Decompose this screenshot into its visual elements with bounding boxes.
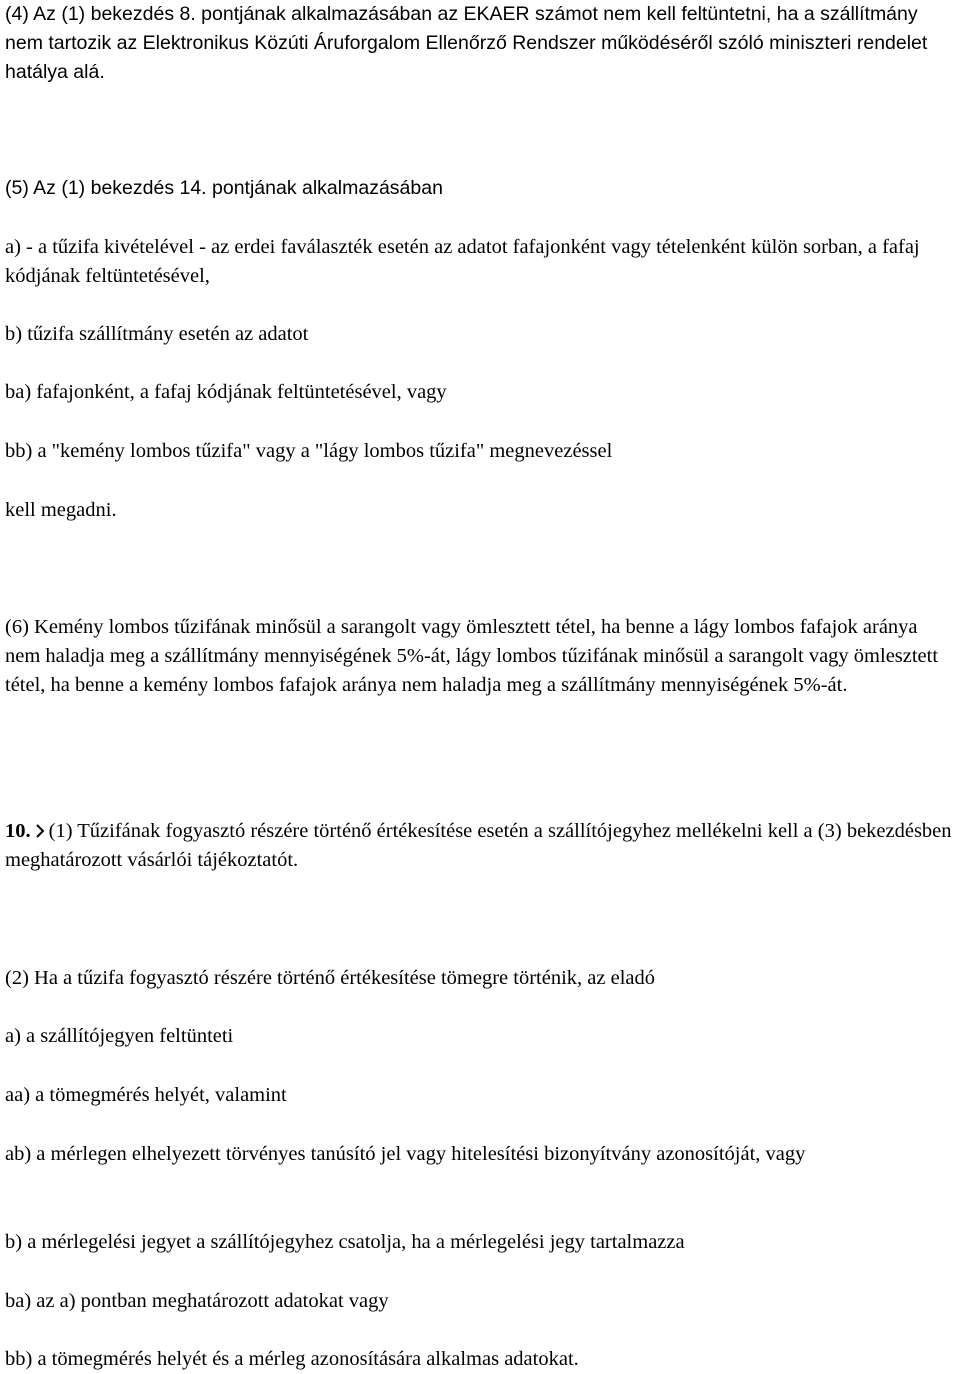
paragraph-10-1-text: (1) Tűzifának fogyasztó részére történő értékesítése esetén a szállítójegyhez mellékelni kell a (3) bekezdésben meghatározott vásárlói tájékoztatót. <box>5 820 952 871</box>
section-number: 10. <box>5 820 31 842</box>
paragraph-10-2-ba: ba) az a) pontban meghatározott adatokat vagy <box>5 1290 389 1312</box>
paragraph-8-5-ba: ba) fafajonként, a fafaj kódjának feltüntetésével, vagy <box>5 381 447 403</box>
paragraph-10-2-aa: aa) a tömegmérés helyét, valamint <box>5 1084 287 1106</box>
paragraph-10-2-bb: bb) a tömegmérés helyét és a mérleg azonosítására alkalmas adatokat. <box>5 1348 579 1370</box>
paragraph-10-2-intro: (2) Ha a tűzifa fogyasztó részére történő értékesítése tömegre történik, az eladó <box>5 967 655 989</box>
paragraph-10-2-ab: ab) a mérlegen elhelyezett törvényes tanúsító jel vagy hitelesítési bizonyítvány azonosítóját, vagy <box>5 1143 806 1165</box>
paragraph-10-2-b: b) a mérlegelési jegyet a szállítójegyhez csatolja, ha a mérlegelési jegy tartalmazza <box>5 1231 685 1253</box>
paragraph-8-4: (4) Az (1) bekezdés 8. pontjának alkalmazásában az EKAER számot nem kell feltüntetni, ha a szállítmány nem tartozik az Elektronikus Közúti Áruforgalom Ellenőrző Rendszer működéséről szóló miniszteri rendelet hatálya alá. <box>5 3 928 83</box>
paragraph-8-5-bb: bb) a "kemény lombos tűzifa" vagy a "lágy lombos tűzifa" megnevezéssel <box>5 440 613 462</box>
paragraph-8-5-b: b) tűzifa szállítmány esetén az adatot <box>5 323 309 345</box>
paragraph-10-1 <box>5 817 955 875</box>
paragraph-10-2-a: a) a szállítójegyen feltünteti <box>5 1025 234 1047</box>
paragraph-8-5-end: kell megadni. <box>5 499 117 521</box>
paragraph-8-5-a: a) - a tűzifa kivételével - az erdei faválaszték esetén az adatot fafajonként vagy tételenként külön sorban, a fafaj kódjának feltüntetésével, <box>5 236 920 287</box>
paragraph-8-6: (6) Kemény lombos tűzifának minősül a sarangolt vagy ömlesztett tétel, ha benne a lágy lombos fafajok aránya nem haladja meg a szállítmány mennyiségének 5%-át, lágy lombos tűzifának minősül a sarangolt vagy ömlesztett tétel, ha benne a kemény lombos fafajok aránya nem haladja meg a szállítmány mennyiségének 5%-át. <box>5 616 939 696</box>
section-link-icon[interactable] <box>35 824 45 838</box>
paragraph-8-5-intro: (5) Az (1) bekezdés 14. pontjának alkalmazásában <box>5 177 443 199</box>
